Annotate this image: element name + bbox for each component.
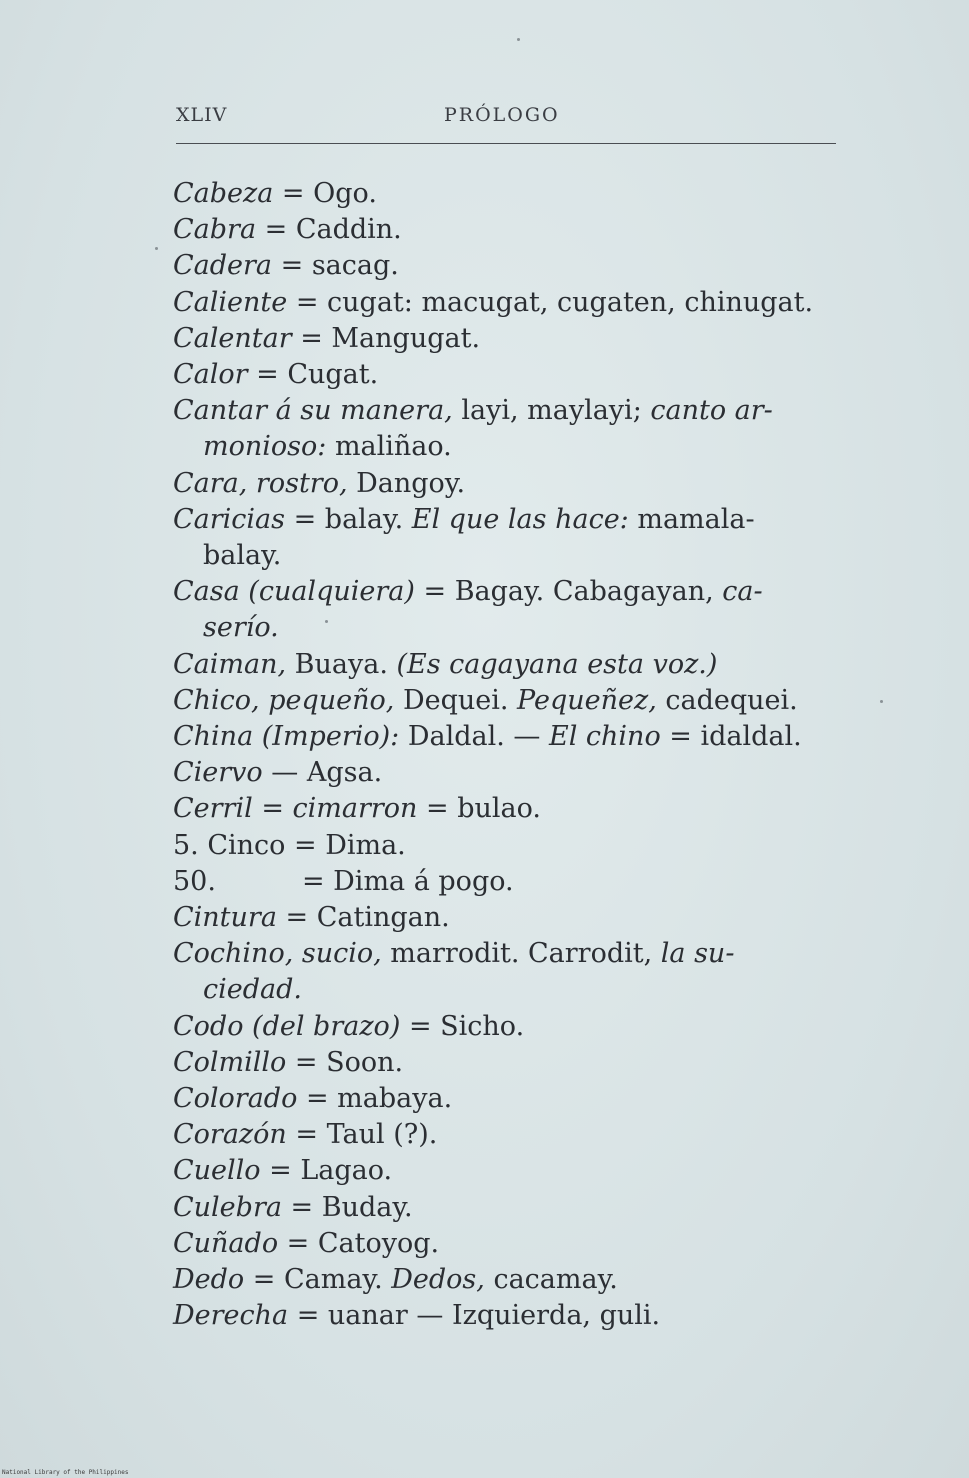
vocabulary-entry (173, 176, 838, 212)
italic-spanish-term: canto ar- (650, 395, 773, 427)
vocabulary-entry (173, 1262, 838, 1298)
entry-text: = Dima á pogo. (301, 865, 514, 897)
entry-text: = (252, 793, 293, 825)
italic-spanish-term: Corazón (173, 1119, 287, 1151)
entry-text: Dequei. (394, 684, 518, 716)
italic-spanish-term: la su- (660, 938, 735, 970)
italic-spanish-term: China (Imperio): (173, 721, 400, 753)
entry-text: = balay. (285, 503, 412, 535)
entry-text: Daldal. — (399, 721, 549, 753)
italic-spanish-term: monioso: (203, 431, 327, 463)
italic-spanish-term: Dedo (173, 1264, 245, 1296)
vocabulary-entry (173, 1298, 838, 1334)
italic-spanish-term: Caricias (173, 503, 286, 535)
italic-spanish-term: Derecha (173, 1300, 289, 1332)
entry-text: = bulao. (417, 793, 542, 825)
entry-text: = Ogo. (273, 178, 377, 209)
entry-text: 5. Cinco = Dima. (173, 829, 406, 861)
vocabulary-entry (173, 1153, 838, 1189)
entry-continuation-line (173, 538, 838, 574)
entry-text: = Mangugat. (291, 322, 481, 354)
entry-text: layi, maylayi; (452, 395, 651, 427)
entry-text: = Cugat. (247, 359, 379, 391)
entry-continuation-line (173, 610, 838, 646)
paper-speck (155, 247, 158, 250)
entry-text: mamala- (628, 503, 755, 535)
page-number: XLIV (176, 104, 228, 126)
italic-spanish-term: Cochino, sucio, (173, 938, 382, 970)
italic-spanish-term: (Es cagayana esta voz.) (396, 648, 718, 680)
italic-spanish-term: Cabra (173, 214, 257, 246)
italic-spanish-term: Casa (cualquiera) (173, 576, 415, 608)
vocabulary-entry (173, 1081, 838, 1117)
entry-text: Dangoy. (347, 467, 466, 499)
header-rule (176, 143, 836, 144)
vocabulary-entry (173, 1190, 838, 1226)
vocabulary-entry (173, 1226, 838, 1262)
vocabulary-entry (173, 864, 838, 900)
italic-spanish-term: Cantar á su manera, (173, 395, 453, 427)
italic-spanish-term: Colmillo (173, 1046, 287, 1078)
vocabulary-entry (173, 683, 838, 719)
entry-text: marrodit. Carrodit, (381, 938, 661, 970)
entry-text: = Taul (?). (286, 1119, 438, 1151)
italic-spanish-term: Culebra (173, 1191, 282, 1223)
italic-spanish-term: Cerril (173, 793, 253, 825)
library-credit: National Library of the Philippines (2, 1469, 129, 1476)
italic-spanish-term: Chico, pequeño, (173, 684, 395, 716)
italic-spanish-term: Codo (del brazo) (173, 1010, 401, 1042)
italic-spanish-term: Cintura (173, 902, 277, 934)
entry-text: = Buday. (281, 1191, 413, 1223)
entry-text: = Bagay. Cabagayan, (414, 576, 723, 608)
italic-spanish-term: serío. (203, 612, 279, 644)
vocabulary-entry (173, 900, 838, 936)
entry-text: = uanar — Izquierda, guli. (288, 1300, 661, 1332)
italic-spanish-term: Caliente (173, 286, 288, 318)
italic-spanish-term: Dedos, (391, 1264, 485, 1296)
entry-text: = sacag. (272, 250, 399, 282)
vocabulary-list (173, 176, 838, 1335)
entry-text: cadequei. (656, 684, 798, 716)
entry-text: = Camay. (244, 1264, 392, 1296)
entry-text: cacamay. (484, 1264, 618, 1296)
entry-continuation-line (173, 429, 838, 465)
vocabulary-entry (173, 1045, 838, 1081)
italic-spanish-term: ciedad. (203, 974, 302, 1006)
entry-text: = idaldal. (660, 721, 802, 753)
entry-continuation-line (173, 972, 838, 1008)
entry-text: = Sicho. (400, 1010, 525, 1042)
italic-spanish-term: Caiman, (173, 648, 287, 680)
page-header (176, 104, 836, 134)
paper-speck (517, 38, 520, 41)
entry-text: = mabaya. (297, 1083, 453, 1115)
italic-spanish-term: Cuello (173, 1155, 261, 1187)
entry-text: = Catoyog. (278, 1227, 440, 1259)
entry-text: — Agsa. (262, 757, 383, 789)
vocabulary-entry (173, 936, 838, 972)
vocabulary-entry (173, 248, 838, 284)
vocabulary-entry (173, 1009, 838, 1045)
entry-text: = Catingan. (276, 902, 450, 934)
vocabulary-entry (173, 212, 838, 248)
entry-text: maliñao. (326, 431, 452, 463)
vocabulary-entry (173, 466, 838, 502)
entry-text: = cugat: macugat, cugaten, chinugat. (287, 286, 814, 318)
vocabulary-entry (173, 574, 838, 610)
vocabulary-entry (173, 357, 838, 393)
paper-speck (325, 620, 328, 623)
italic-spanish-term: Cadera (173, 250, 273, 282)
entry-text: 50. (173, 865, 216, 897)
italic-spanish-term: Cuñado (173, 1227, 279, 1259)
vocabulary-entry (173, 719, 838, 755)
vocabulary-entry (173, 393, 838, 429)
entry-text: Buaya. (286, 648, 397, 680)
entry-text: = Soon. (286, 1046, 404, 1078)
italic-spanish-term: Calentar (173, 322, 292, 354)
vocabulary-entry (173, 1117, 838, 1153)
italic-spanish-term: Cara, rostro, (173, 467, 348, 499)
italic-spanish-term: Pequeñez, (517, 684, 657, 716)
vocabulary-entry (173, 647, 838, 683)
vocabulary-entry (173, 502, 838, 538)
vocabulary-entry (173, 828, 838, 864)
vocabulary-entry (173, 755, 838, 791)
vocabulary-entry (173, 285, 838, 321)
italic-spanish-term: Calor (173, 359, 248, 391)
entry-text: = Caddin. (256, 214, 402, 246)
vocabulary-entry (173, 791, 838, 827)
italic-spanish-term: Ciervo (173, 757, 263, 789)
italic-spanish-term: El chino (548, 721, 661, 753)
italic-spanish-term: Colorado (173, 1083, 298, 1115)
italic-spanish-term: ca- (722, 576, 763, 608)
entry-text: = Lagao. (260, 1155, 393, 1187)
paper-speck (880, 700, 883, 703)
entry-text: balay. (203, 540, 282, 572)
italic-spanish-term: Cabeza (173, 178, 274, 209)
italic-spanish-term: cimarron (292, 793, 418, 825)
vocabulary-entry (173, 321, 838, 357)
running-title: PRÓLOGO (444, 104, 560, 126)
italic-spanish-term: El que las hace: (411, 503, 629, 535)
